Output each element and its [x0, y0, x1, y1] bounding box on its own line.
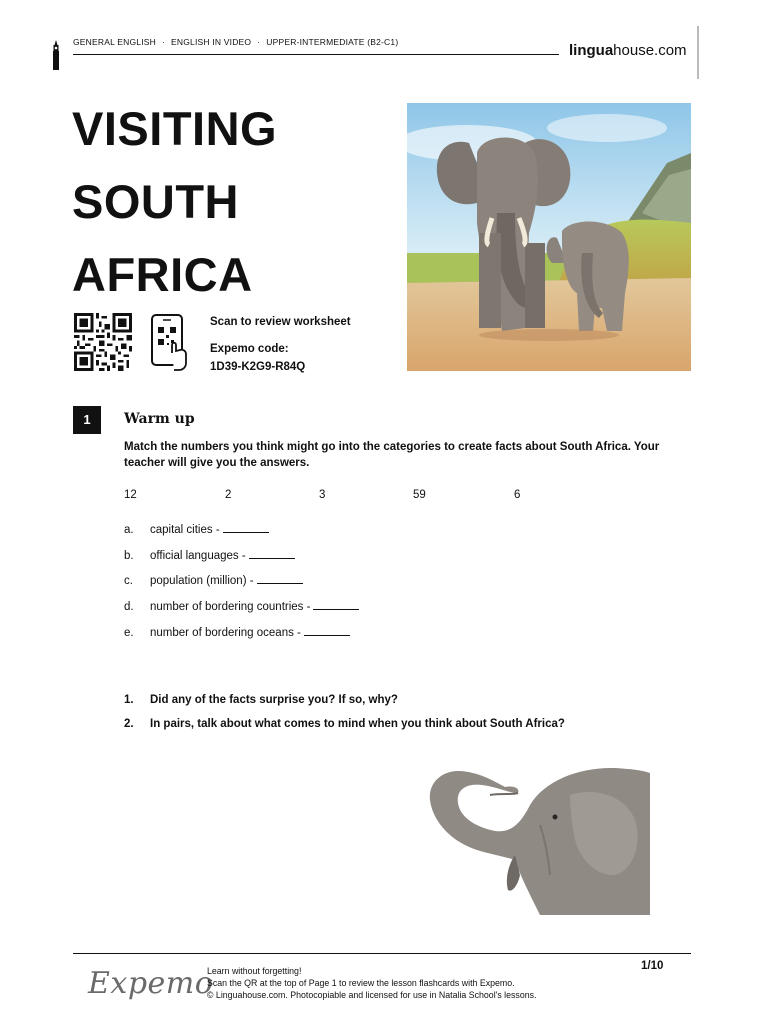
scan-label: Scan to review worksheet [210, 316, 351, 328]
title-line: SOUTH [72, 175, 239, 228]
question-item [124, 718, 565, 730]
number-option: 59 [413, 489, 426, 501]
number-options [124, 489, 564, 505]
fact-letter: c. [124, 575, 133, 587]
fact-item [124, 599, 359, 613]
answer-blank[interactable] [304, 625, 350, 636]
footer-rule [73, 953, 691, 954]
fact-item [124, 625, 350, 639]
fact-text: official languages - [150, 550, 246, 562]
answer-blank[interactable] [249, 548, 295, 559]
fact-item [124, 522, 269, 536]
number-option: 12 [124, 489, 137, 501]
brand-bold: lingua [569, 42, 614, 59]
header-rule [73, 54, 559, 55]
fact-letter: d. [124, 601, 134, 613]
number-option: 3 [319, 489, 326, 501]
breadcrumb-separator: · [257, 37, 261, 47]
answer-blank[interactable] [313, 599, 359, 610]
breadcrumb-item-level-1: GENERAL ENGLISH [73, 37, 156, 47]
scan-info [210, 313, 351, 376]
title-line: AFRICA [72, 248, 253, 301]
fact-text: population (million) - [150, 575, 254, 587]
fact-item [124, 573, 303, 587]
number-option: 2 [225, 489, 232, 501]
fact-letter: a. [124, 524, 134, 536]
question-number: 1. [124, 694, 134, 706]
elephant-head-photo [420, 765, 652, 915]
big-ben-icon [50, 40, 62, 70]
fact-letter: e. [124, 627, 134, 639]
number-option: 6 [514, 489, 521, 501]
fact-text: number of bordering oceans - [150, 627, 301, 639]
question-number: 2. [124, 718, 134, 730]
fact-text: capital cities - [150, 524, 220, 536]
expemo-code-label: Expemo code: [210, 343, 289, 355]
expemo-code: 1D39-K2G9-R84Q [210, 361, 306, 373]
breadcrumb-item-level-2: ENGLISH IN VIDEO [171, 37, 252, 47]
breadcrumb-item-level-3: UPPER-INTERMEDIATE (B2-C1) [266, 37, 399, 47]
qr-code[interactable] [73, 313, 133, 371]
elephants-photo [407, 103, 691, 371]
section-title: Warm up [124, 411, 195, 427]
footer-line: © Linguahouse.com. Photocopiable and licensed for use in Natalia School's lessons. [207, 990, 537, 1000]
expemo-logo: Expemo [88, 966, 214, 1001]
page-title [72, 92, 392, 311]
section-number-badge: 1 [73, 406, 101, 434]
fact-text: number of bordering countries - [150, 601, 311, 613]
question-item [124, 694, 398, 706]
footer-line: Scan the QR at the top of Page 1 to review the lesson flashcards with Expemo. [207, 978, 515, 988]
fact-letter: b. [124, 550, 134, 562]
question-text: Did any of the facts surprise you? If so, why? [150, 694, 398, 706]
brand-logo [569, 42, 687, 59]
answer-blank[interactable] [257, 573, 303, 584]
brand-rest: house.com [613, 42, 687, 59]
question-text: In pairs, talk about what comes to mind when you think about South Africa? [150, 718, 565, 730]
footer-line: Learn without forgetting! [207, 966, 302, 976]
section-instructions: Match the numbers you think might go into the categories to create facts about South Africa. Your teacher will give you the answers. [124, 441, 660, 469]
phone-scan-icon [150, 313, 192, 371]
breadcrumb [73, 37, 398, 47]
title-line: VISITING [72, 102, 278, 155]
answer-blank[interactable] [223, 522, 269, 533]
brand-divider [697, 26, 699, 79]
footer-text [207, 965, 536, 1001]
fact-item [124, 548, 295, 562]
page-number: 1/10 [641, 960, 664, 972]
breadcrumb-separator: · [162, 37, 166, 47]
